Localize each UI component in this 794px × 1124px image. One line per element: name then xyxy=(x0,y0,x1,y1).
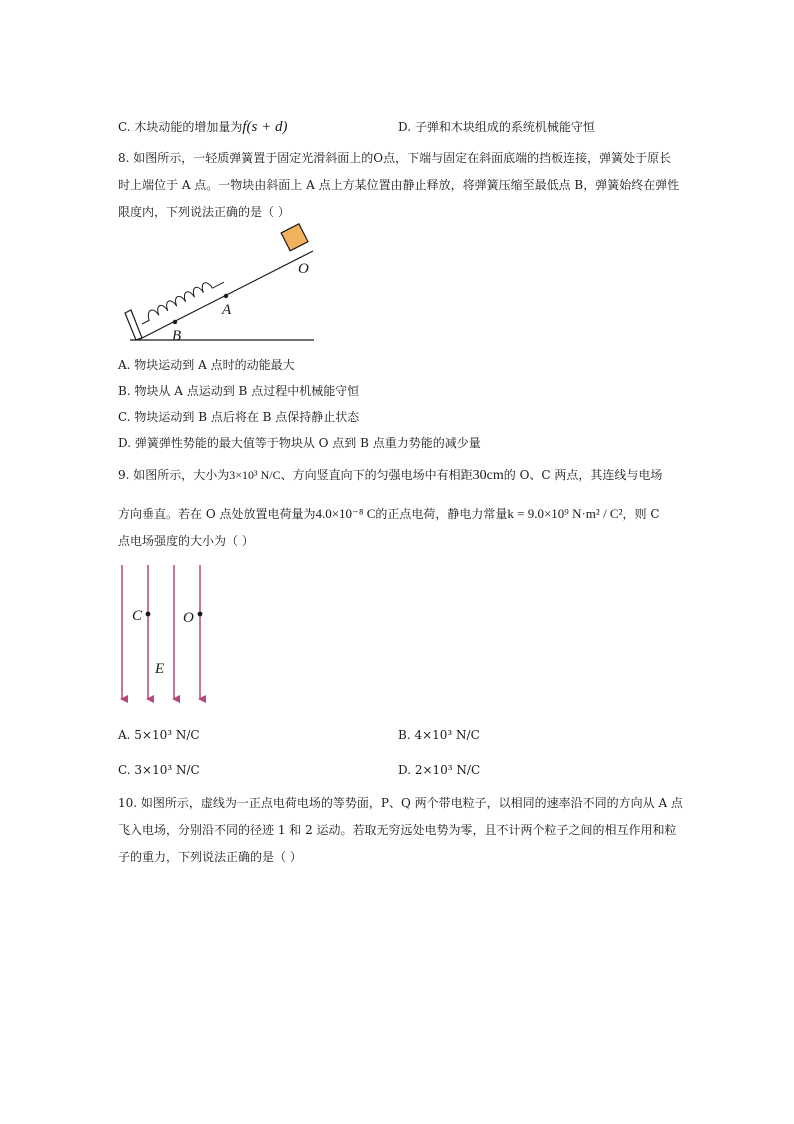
q8-stem-line2: 时上端位于 A 点。一物块由斜面上 A 点上方某位置由静止释放，将弹簧压缩至最低点 B，弹簧始终在弹性 xyxy=(118,178,680,192)
q8-option-d: D. 弹簧弹性势能的最大值等于物块从 O 点到 B 点重力势能的减少量 xyxy=(118,436,481,450)
q9-stem-line3: 点电场强度的大小为（ ） xyxy=(118,534,254,548)
q7-option-c-expr: f(s + d) xyxy=(242,119,288,135)
q9-option-a: A. 5×10³ N/C xyxy=(118,728,200,742)
q9-stem-line2: 方向垂直。若在 O 点处放置电荷量为4.0×10⁻⁸ C的正点电荷，静电力常量k = 9.0×10⁹ N·m² / C²，则 C xyxy=(118,506,660,521)
q8-stem-line3: 限度内，下列说法正确的是（ ） xyxy=(118,205,290,219)
q9-k-value: k = 9.0×10⁹ N·m² / C² xyxy=(507,506,623,521)
q10-stem-line1: 10. 如图所示，虚线为一正点电荷电场的等势面，P、Q 两个带电粒子，以相同的速率沿不同的方向从 A 点 xyxy=(118,796,683,810)
label-c: C xyxy=(132,608,143,624)
spring xyxy=(138,275,224,324)
q9-field-figure xyxy=(115,563,215,713)
q10-stem-line3: 子的重力，下列说法正确的是（ ） xyxy=(118,850,302,864)
q9-distance: 30cm xyxy=(472,468,504,483)
point-o xyxy=(198,612,203,617)
point-a xyxy=(224,294,228,298)
baffle-plate xyxy=(125,310,142,340)
q10-stem-line2: 飞入电场，分别沿不同的径迹 1 和 2 运动。若取无穷远处电势为零，且不计两个粒子之间的相互作用和粒 xyxy=(118,823,677,837)
label-e: E xyxy=(155,661,165,677)
q9-charge-value: 4.0×10⁻⁸ C xyxy=(315,506,376,521)
q7-option-c: C. 木块动能的增加量为f(s + d) xyxy=(118,119,288,135)
label-o: O xyxy=(298,261,309,277)
label-a: A xyxy=(222,302,232,318)
q8-stem-line1: 8. 如图所示，一轻质弹簧置于固定光滑斜面上的O点，下端与固定在斜面底端的挡板连接，弹簧处于原长 xyxy=(118,151,672,165)
q7-option-d: D. 子弹和木块组成的系统机械能守恒 xyxy=(398,120,595,134)
label-b: B xyxy=(172,328,182,344)
q9-option-d: D. 2×10³ N/C xyxy=(398,763,481,777)
q8-incline-figure xyxy=(118,228,338,348)
label-o: O xyxy=(183,610,194,626)
q9-option-b: B. 4×10³ N/C xyxy=(398,728,480,742)
q8-option-a: A. 物块运动到 A 点时的动能最大 xyxy=(118,358,295,372)
point-c xyxy=(146,612,151,617)
q9-field-value: 3×10³ N/C xyxy=(229,468,281,482)
block xyxy=(281,224,308,251)
point-b xyxy=(173,320,177,324)
q9-stem-line1: 9. 如图所示，大小为3×10³ N/C、方向竖直向下的匀强电场中有相距30cm的 O、C 两点，其连线与电场 xyxy=(118,468,663,483)
q8-option-b: B. 物块从 A 点运动到 B 点过程中机械能守恒 xyxy=(118,384,360,398)
q9-option-c: C. 3×10³ N/C xyxy=(118,763,200,777)
q8-option-c: C. 物块运动到 B 点后将在 B 点保持静止状态 xyxy=(118,410,360,424)
